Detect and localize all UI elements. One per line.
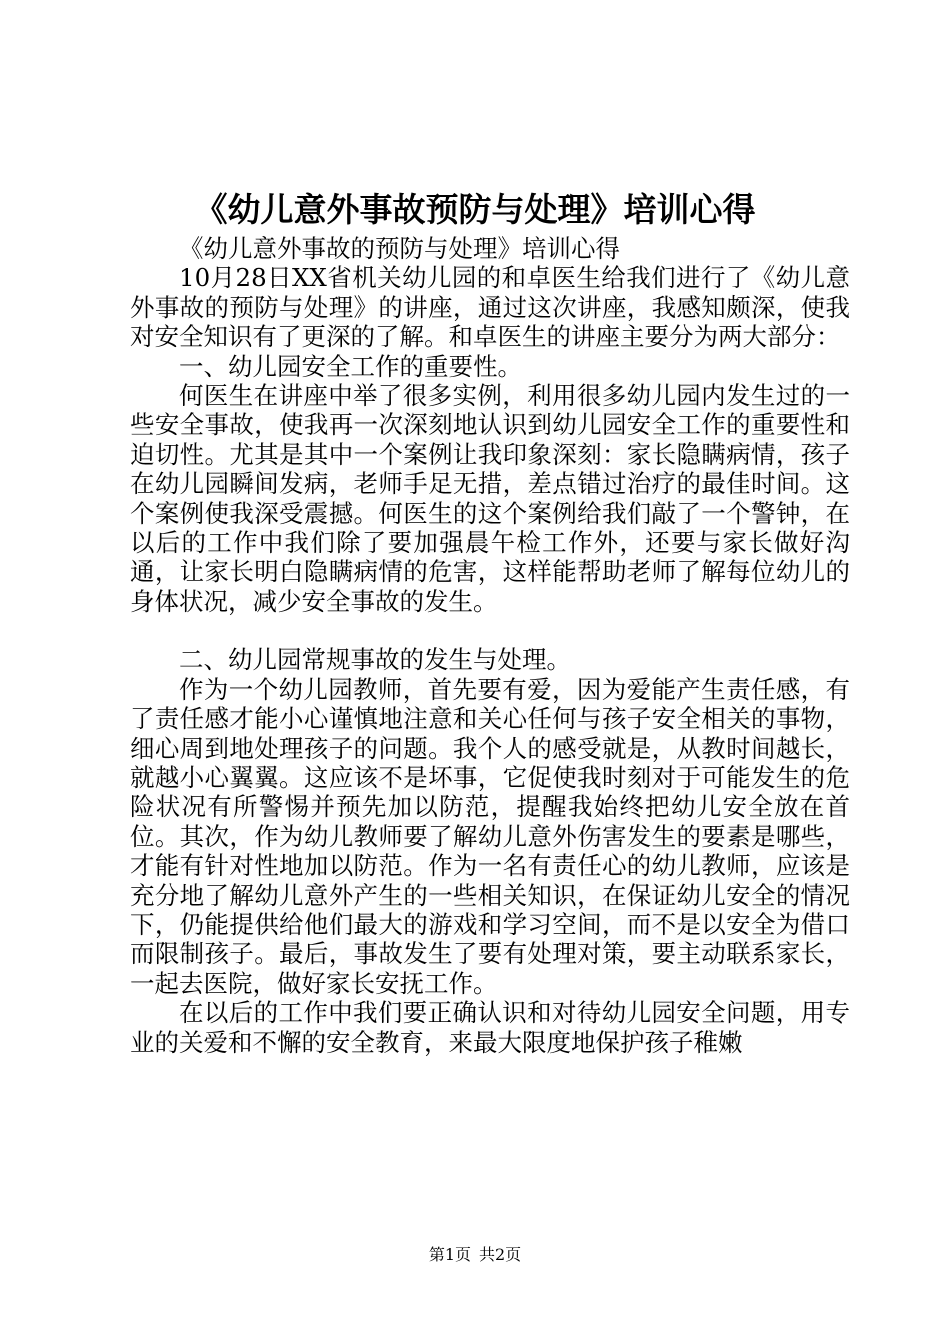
section-heading-2: 二、幼儿园常规事故的发生与处理。 bbox=[179, 645, 571, 675]
paragraph-conclusion: 在以后的工作中我们要正确认识和对待幼儿园安全问题，用专业的关爱和不懈的安全教育，来最大限度地保护孩子稚嫩 bbox=[130, 998, 850, 1057]
page-number-current: 第1页 bbox=[428, 1245, 471, 1264]
document-title: 《幼儿意外事故预防与处理》培训心得 bbox=[194, 190, 756, 229]
page-number-total: 共2页 bbox=[479, 1245, 522, 1264]
paragraph-subtitle: 《幼儿意外事故的预防与处理》培训心得 bbox=[179, 234, 620, 263]
page-footer bbox=[0, 1243, 950, 1267]
paragraph-section-1: 何医生在讲座中举了很多实例，利用很多幼儿园内发生过的一些安全事故，使我再一次深刻地认识到幼儿园安全工作的重要性和迫切性。尤其是其中一个案例让我印象深刻：家长隐瞒病情，孩子在幼儿园瞬间发病，老师手足无措，差点错过治疗的最佳时间。这个案例使我深受震撼。何医生的这个案例给我们敲了一个警钟，在以后的工作中我们除了要加强晨午检工作外，还要与家长做好沟通，让家长明白隐瞒病情的危害，这样能帮助老师了解每位幼儿的身体状况，减少安全事故的发生。 bbox=[130, 381, 850, 616]
document-body bbox=[130, 234, 850, 1057]
paragraph-intro: 10月28日XX省机关幼儿园的和卓医生给我们进行了《幼儿意外事故的预防与处理》的讲座，通过这次讲座，我感知颇深，使我对安全知识有了更深的了解。和卓医生的讲座主要分为两大部分： bbox=[130, 263, 850, 352]
paragraph-section-2: 作为一个幼儿园教师，首先要有爱，因为爱能产生责任感，有了责任感才能小心谨慎地注意和关心任何与孩子安全相关的事物，细心周到地处理孩子的问题。我个人的感受就是，从教时间越长，就越小心翼翼。这应该不是坏事，它促使我时刻对于可能发生的危险状况有所警惕并预先加以防范，提醒我始终把幼儿安全放在首位。其次，作为幼儿教师要了解幼儿意外伤害发生的要素是哪些，才能有针对性地加以防范。作为一名有责任心的幼儿教师，应该是充分地了解幼儿意外产生的一些相关知识，在保证幼儿安全的情况下，仍能提供给他们最大的游戏和学习空间，而不是以安全为借口而限制孩子。最后，事故发生了要有处理对策，要主动联系家长，一起去医院，做好家长安抚工作。 bbox=[130, 674, 850, 998]
section-heading-1: 一、幼儿园安全工作的重要性。 bbox=[179, 351, 522, 381]
